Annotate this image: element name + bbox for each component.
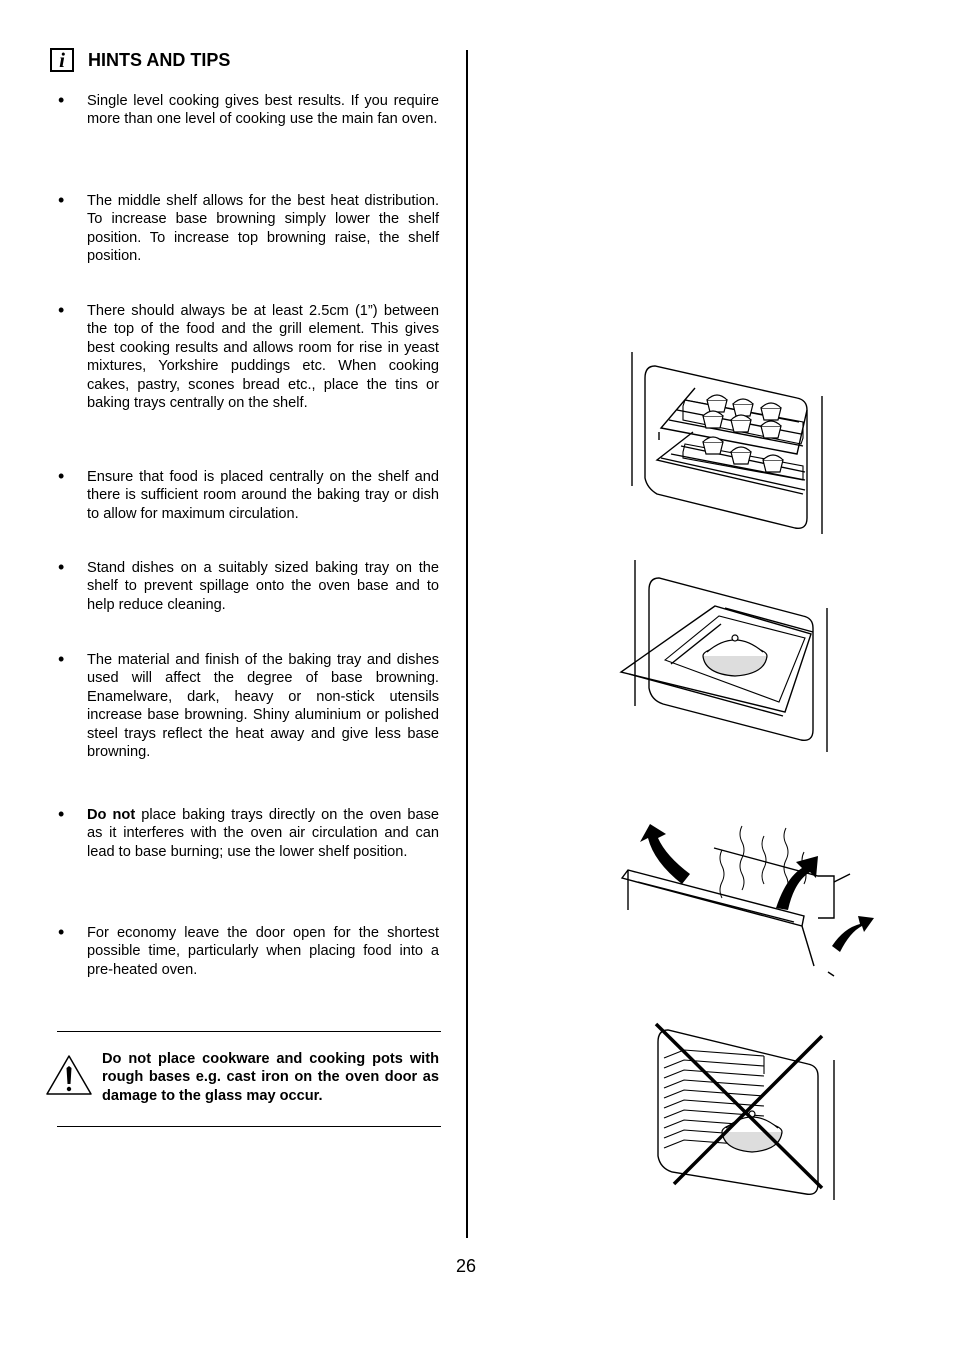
do-not-emphasis: Do not xyxy=(87,807,136,823)
tip-economy: • For economy leave the door open for the shortest possible time, particularly when placing food into a pre-heated oven. xyxy=(87,924,439,979)
tip-single-level: • Single level cooking gives best results. If you require more than one level of cooking use the main fan oven. xyxy=(87,92,439,129)
tip-middle-shelf: • The middle shelf allows for the best heat distribution. To increase base browning simply lower the shelf position. To increase top browning raise, the shelf position. xyxy=(87,192,439,266)
casserole-dish xyxy=(703,635,767,676)
info-icon: i xyxy=(50,48,74,72)
do-not-base-illustration xyxy=(640,1016,840,1206)
tip-baking-tray: • Stand dishes on a suitably sized baking tray on the shelf to prevent spillage onto the oven base and to help reduce cleaning. xyxy=(87,559,439,614)
warning-text: Do not place cookware and cooking pots with rough bases e.g. cast iron on the oven door as damage to the glass may occur. xyxy=(102,1051,439,1104)
cupcakes xyxy=(703,395,783,472)
tip-tray-material: • The material and finish of the baking tray and dishes used will affect the degree of base browning. Enamelware, dark, heavy or non-stick utensils increase base browning. Shiny aluminium or polished steel trays reflect the heat away and give less base browning. xyxy=(87,651,439,761)
column-divider xyxy=(466,50,468,1238)
warning-triangle-icon xyxy=(45,1054,93,1096)
open-door-heat-illustration xyxy=(618,822,878,982)
tip-food-clearance: • There should always be at least 2.5cm (1”) between the top of the food and the grill element. This gives best cooking results and allows room for rise in yeast mixtures, Yorkshire puddings etc. When cooking cakes, pastry, scones bread etc., place the tins or baking trays centrally on the shelf. xyxy=(87,302,439,412)
page-title: HINTS AND TIPS xyxy=(88,50,231,70)
tip-do-not-text: place baking trays directly on the oven base as it interferes with the oven air circulation and can lead to base burning; use the lower shelf position. xyxy=(87,807,439,860)
tip-do-not-base xyxy=(87,806,439,861)
warning-top-rule xyxy=(57,1031,441,1032)
two-shelf-oven-illustration xyxy=(625,348,830,538)
warning-bottom-rule xyxy=(57,1126,441,1127)
airflow-arrows xyxy=(640,824,874,952)
cross-out-icon xyxy=(656,1024,822,1188)
tip-centre-food: • Ensure that food is placed centrally on the shelf and there is sufficient room around the baking tray or dish to allow for maximum circulation. xyxy=(87,468,439,523)
page-number: 26 xyxy=(456,1256,477,1276)
casserole-shelf-illustration xyxy=(615,556,835,756)
